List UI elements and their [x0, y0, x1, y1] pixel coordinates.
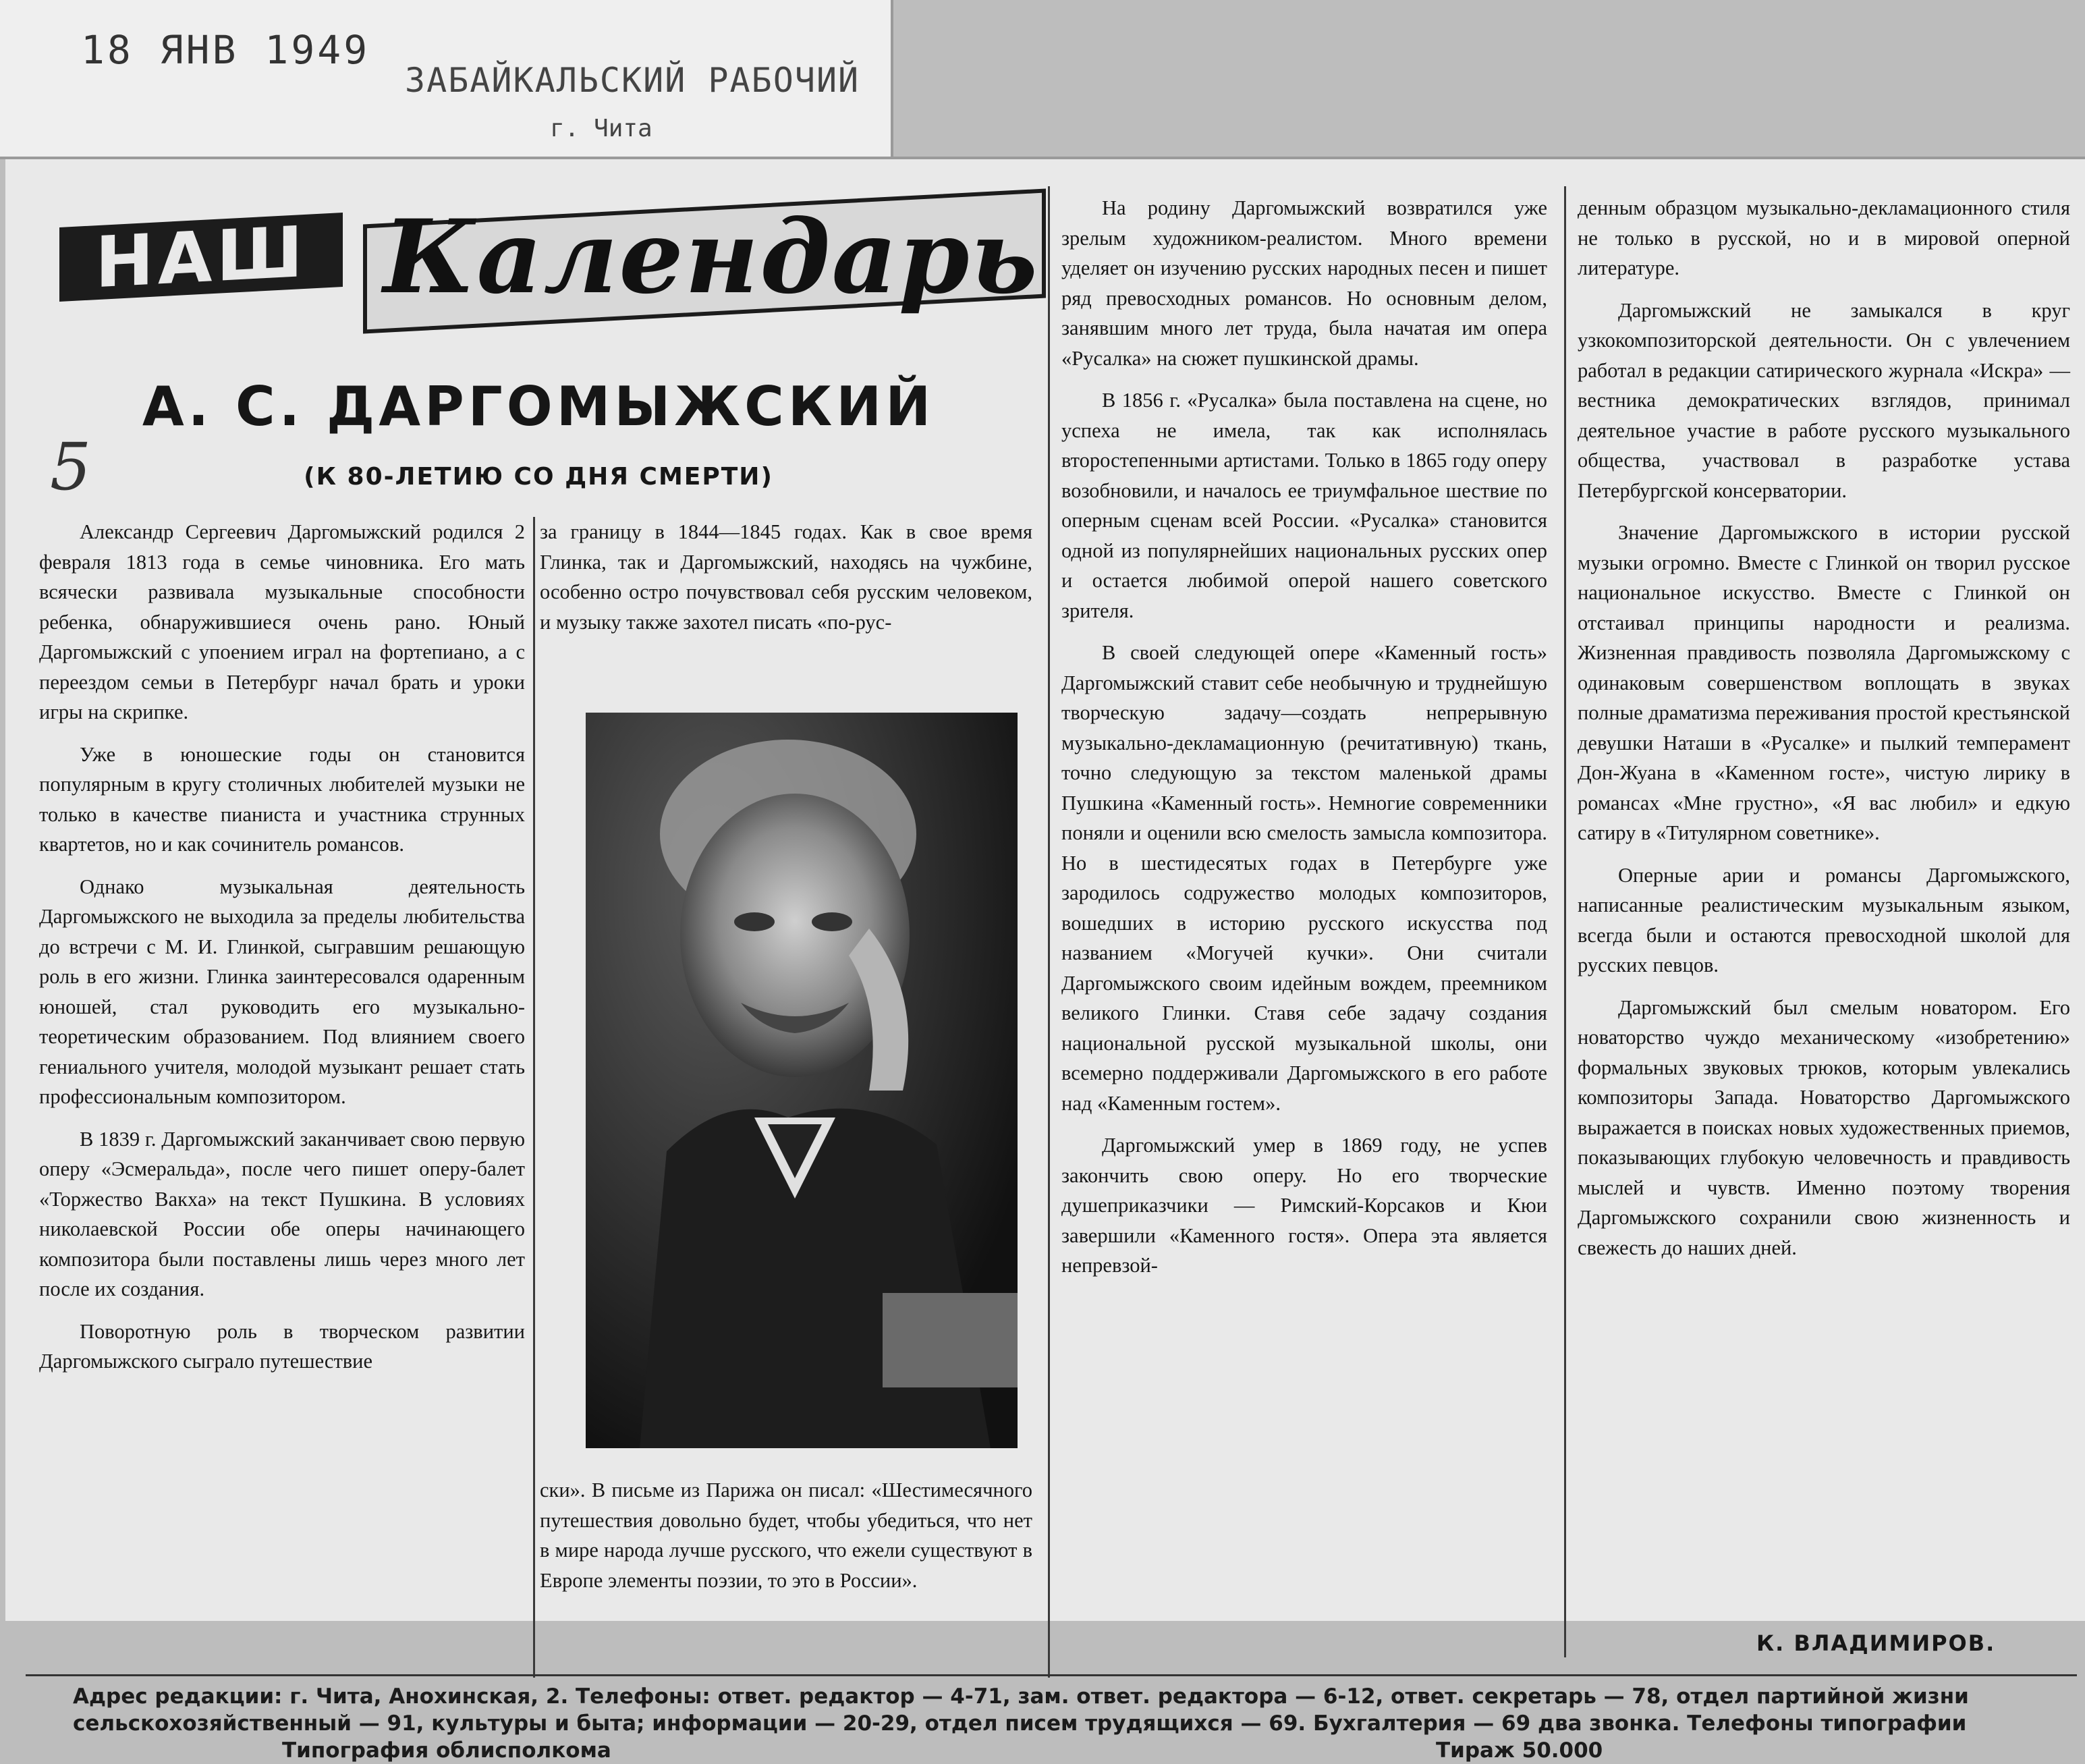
handwritten-page-mark: 5	[50, 429, 92, 505]
paragraph: Поворотную роль в творческом развитии Даргомыжского сыграло путешествие	[39, 1319, 525, 1373]
paragraph: Даргомыжский умер в 1869 году, не успев закончить свою оперу. Но его творческие душеприказчики — Римский-Корсаков и Кюи завершили «Каменного гостя». Опера эта является непревзой-	[1061, 1134, 1547, 1277]
article-column-2-top	[540, 517, 1032, 649]
newspaper-clipping	[5, 157, 2085, 1763]
footer-line: сельскохозяйственный — 91, культуры и быта; информации — 20-29, отдел писем трудящихся — 69. Бухгалтерия — 69 два звонка. Телефоны типографии	[73, 1711, 1967, 1736]
archive-clip-label	[0, 0, 893, 159]
newspaper-stamp: ЗАБАЙКАЛЬСКИЙ РАБОЧИЙ	[405, 61, 860, 100]
author-signature: К. ВЛАДИМИРОВ.	[1756, 1630, 1996, 1656]
paragraph: В 1856 г. «Русалка» была поставлена на сцене, но успеха не имела, так как исполнялась второстепенными артистами. Только в 1865 году оперу возобновили, и началось ее триумфальное шествие по оперным сценам всей России. «Русалка» становится одной из популярнейших национальных русских опер и остается любимой оперой нашего советского зрителя.	[1061, 389, 1547, 622]
column-divider	[533, 517, 535, 1678]
column-divider	[1564, 186, 1566, 1657]
footer-divider	[26, 1674, 2077, 1676]
date-stamp: 18 ЯНВ 1949	[81, 27, 370, 73]
paragraph: Однако музыкальная деятельность Даргомыжского не выходила за пределы любительства до встречи с М. И. Глинкой, сыгравшим решающую роль в его жизни. Глинка заинтересовался одаренным юношей, стал руководить его музыкально-теоретическим образованием. Под влиянием своего гениального учителя, молодой музыкант решает стать профессиональным композитором.	[39, 875, 525, 1108]
masthead-word-nash: НАШ	[59, 213, 343, 302]
paragraph: В 1839 г. Даргомыжский заканчивает свою первую оперу «Эсмеральда», после чего пишет оперу-балет «Торжество Вакха» на текст Пушкина. В условиях николаевской России обе оперы начинающего композитора были поставлены лишь через много лет после их создания.	[39, 1127, 525, 1300]
paragraph: Александр Сергеевич Даргомыжский родился 2 февраля 1813 года в семье чиновника. Его мать всячески развивала музыкальные способности ребенка, обнаружившиеся очень рано. Юный Даргомыжский с упоением играл на фортепиано, а с переездом семьи в Петербург начал брать и уроки игры на скрипке.	[39, 520, 525, 723]
paragraph: Даргомыжский был смелым новатором. Его новаторство чуждо механическому «изобретению» формальных звуковых трюков, которым увлекались композиторы Запада. Новаторство Даргомыжского выражается в поисках новых художественных приемов, показывающих глубокую человечность и правдивость мыслей и чувств. Именно поэтому творения Даргомыжского сохранили свою жизненность и свежесть до наших дней.	[1578, 995, 2070, 1259]
paragraph: В своей следующей опере «Каменный гость» Даргомыжский ставит себе необычную и труднейшую творческую задачу—создать непрерывную музыкально-декламационную (речитативную) ткань, точно следующую за текстом маленькой драмы Пушкина «Каменный гость». Немногие современники поняли и оценили всю смелость замысла композитора. Но в шестидесятых годах в Петербурге уже зародилось содружество молодых композиторов, вошедших в историю русского искусства под названием «Могучей кучки». Они считали Даргомыжского своим идейным вождем, преемником великого Глинки. Ставя себе задачу создания национальной русской музыкальной школы, они всемерно поддерживали Даргомыжского в его работе над «Каменным гостем».	[1061, 641, 1547, 1115]
paragraph: Даргомыжский не замыкался в круг узкокомпозиторской деятельности. Он с увлечением работал в редакции сатирического журнала «Искра» — вестника демократических взглядов, принимал деятельное участие в работе русского музыкального общества, участвовал в разработке устава Петербургской консерватории.	[1578, 298, 2070, 502]
paragraph: Оперные арии и романсы Даргомыжского, написанные реалистическим музыкальным языком, всегда были и остаются превосходной школой для русских певцов.	[1578, 863, 2070, 976]
article-title: А. С. ДАРГОМЫЖСКИЙ	[142, 375, 935, 438]
paragraph: денным образцом музыкально-декламационного стиля не только в русской, но и в мировой оперной литературе.	[1578, 196, 2070, 279]
column-divider	[1048, 186, 1050, 1678]
paragraph: Уже в юношеские годы он становится популярным в кругу столичных любителей музыки не только в качестве пианиста и участника струнных квартетов, но и как сочинитель романсов.	[39, 742, 525, 856]
masthead-word-calendar: Календарь	[383, 198, 1039, 316]
calendar-masthead	[46, 180, 1045, 314]
article-column-2-bottom	[540, 1475, 1032, 1607]
portrait-image	[586, 713, 1018, 1448]
paragraph: ски». В письме из Парижа он писал: «Шестимесячного путешествия довольно будет, чтобы убедиться, что нет в мире народа лучше русского, что ежели существуют в Европе элементы поэзии, то это в России».	[540, 1479, 1032, 1592]
article-subtitle: (К 80-ЛЕТИЮ СО ДНЯ СМЕРТИ)	[304, 463, 773, 491]
footer-line: Адрес редакции: г. Чита, Анохинская, 2. Телефоны: ответ. редактор — 4-71, зам. ответ. редактора — 6-12, ответ. секретарь — 78, отдел партийной жизни	[73, 1684, 1969, 1709]
article-column-1	[39, 517, 525, 1389]
article-column-4	[1578, 193, 2070, 1275]
imprint-footer	[73, 1683, 2070, 1763]
circulation: Тираж 50.000	[1436, 1738, 1603, 1763]
paragraph: Значение Даргомыжского в истории русской музыки огромно. Вместе с Глинкой он творил русское национальное искусство. Вместе с Глинкой он отстаивал принципы народности и реализма. Жизненная правдивость позволяла Даргомыжскому с одинаковым совершенством воплощать в звуках полные драматизма переживания простой крестьянской девушки Наташи в «Русалке» и пылкий темперамент Дон-Жуана в «Каменном госте», чистую лирику в романсах «Мне грустно», «Я вас любил» и едкую сатиру в «Титулярном советнике».	[1578, 521, 2070, 844]
article-column-3	[1061, 193, 1547, 1293]
paragraph: На родину Даргомыжский возвратился уже зрелым художником-реалистом. Много времени уделяет он изучению русских народных песен и пишет ряд превосходных романсов. Но основным делом, занявшим много лет труда, была начатая им опера «Русалка» на сюжет пушкинской драмы.	[1061, 196, 1547, 370]
paragraph: за границу в 1844—1845 годах. Как в свое время Глинка, так и Даргомыжский, находясь на чужбине, особенно остро почувствовал себя русским человеком, и музыку также захотел писать «по-рус-	[540, 520, 1032, 634]
portrait-photo	[586, 713, 1018, 1448]
printing-house: Типография облисполкома	[282, 1738, 611, 1763]
city-stamp: г. Чита	[550, 115, 652, 142]
